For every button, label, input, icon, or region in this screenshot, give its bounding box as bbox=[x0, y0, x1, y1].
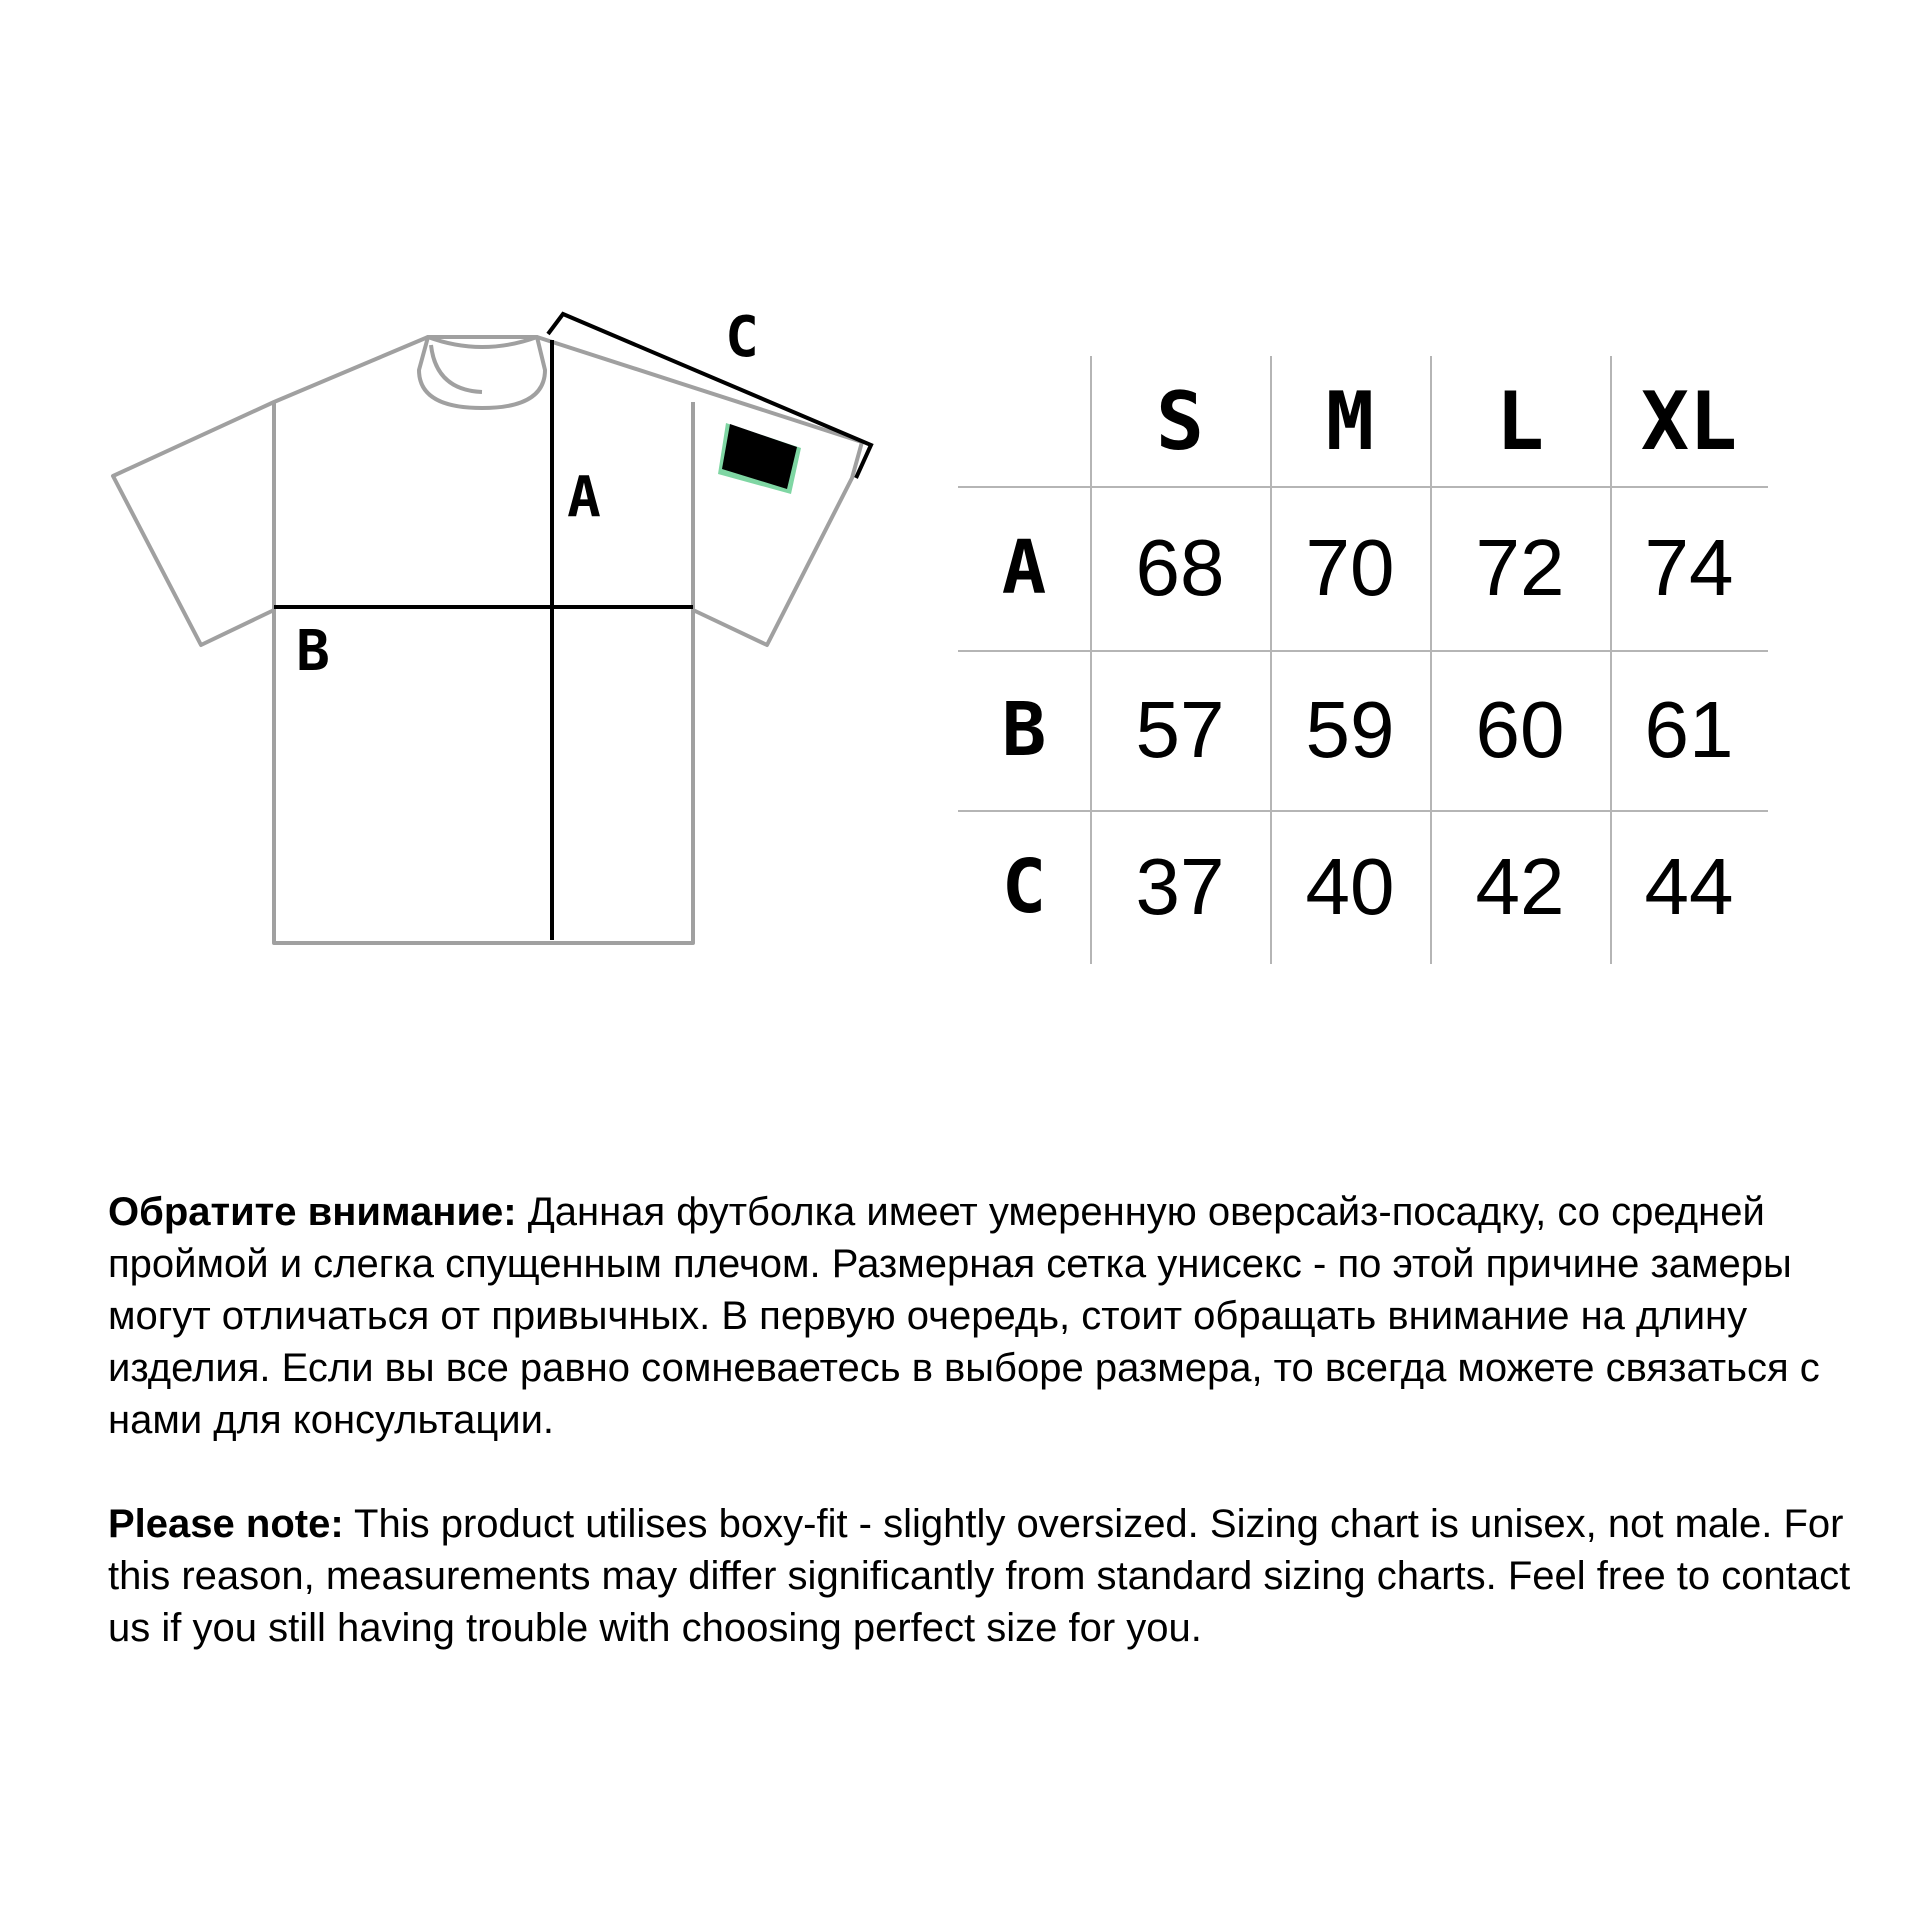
collar-inner-line bbox=[431, 345, 482, 392]
size-table bbox=[958, 356, 1768, 964]
note-russian bbox=[108, 1186, 1868, 1446]
row-label-b: B bbox=[1001, 687, 1047, 773]
brand-tag bbox=[718, 423, 801, 494]
note-english-text: This product utilises boxy-fit - slightly oversized. Sizing chart is unisex, not male. For this reason, measurements may differ significantly from standard sizing charts. Feel free to contact us if you still having trouble with choosing perfect size for you. bbox=[108, 1502, 1851, 1650]
table-cell: 72 bbox=[1475, 523, 1565, 612]
diagram-label-a: A bbox=[567, 465, 601, 530]
tshirt-outline bbox=[113, 337, 862, 943]
notes-section bbox=[108, 1186, 1868, 1654]
note-english bbox=[108, 1498, 1868, 1654]
table-cell: 68 bbox=[1135, 523, 1225, 612]
tag-patch bbox=[722, 424, 797, 489]
table-cell: 74 bbox=[1644, 523, 1734, 612]
table-cell: 70 bbox=[1305, 523, 1395, 612]
table-cell: 40 bbox=[1305, 842, 1395, 931]
table-cell: 37 bbox=[1135, 842, 1225, 931]
size-header-s: S bbox=[1155, 374, 1205, 468]
measure-line-c bbox=[548, 314, 871, 478]
note-russian-text: Данная футболка имеет умеренную оверсайз-посадку, со средней проймой и слегка спущенным плечом. Размерная сетка унисекс - по этой причине замеры могут отличаться от привычных. В первую очередь, стоит обращать внимание на длину изделия. Если вы все равно сомневаетесь в выборе размера, то всегда можете связаться с нами для консультации. bbox=[108, 1190, 1820, 1442]
table-cell: 61 bbox=[1644, 685, 1734, 774]
measurement-lines bbox=[274, 314, 871, 940]
diagram-label-b: B bbox=[296, 619, 330, 684]
size-header-xl: XL bbox=[1640, 374, 1738, 468]
table-cell: 42 bbox=[1475, 842, 1565, 931]
table-cell: 44 bbox=[1644, 842, 1734, 931]
table-cell: 60 bbox=[1475, 685, 1565, 774]
note-russian-heading: Обратите внимание: bbox=[108, 1190, 517, 1234]
table-cell: 59 bbox=[1305, 685, 1395, 774]
tshirt-measurement-diagram bbox=[0, 0, 920, 1000]
diagram-label-c: C bbox=[725, 305, 759, 370]
size-header-m: M bbox=[1325, 374, 1375, 468]
note-english-heading: Please note: bbox=[108, 1502, 344, 1546]
tshirt-body-outline bbox=[113, 337, 862, 943]
row-label-c: C bbox=[1001, 844, 1047, 930]
row-label-a: A bbox=[1001, 525, 1047, 611]
size-header-l: L bbox=[1495, 374, 1545, 468]
table-cell: 57 bbox=[1135, 685, 1225, 774]
